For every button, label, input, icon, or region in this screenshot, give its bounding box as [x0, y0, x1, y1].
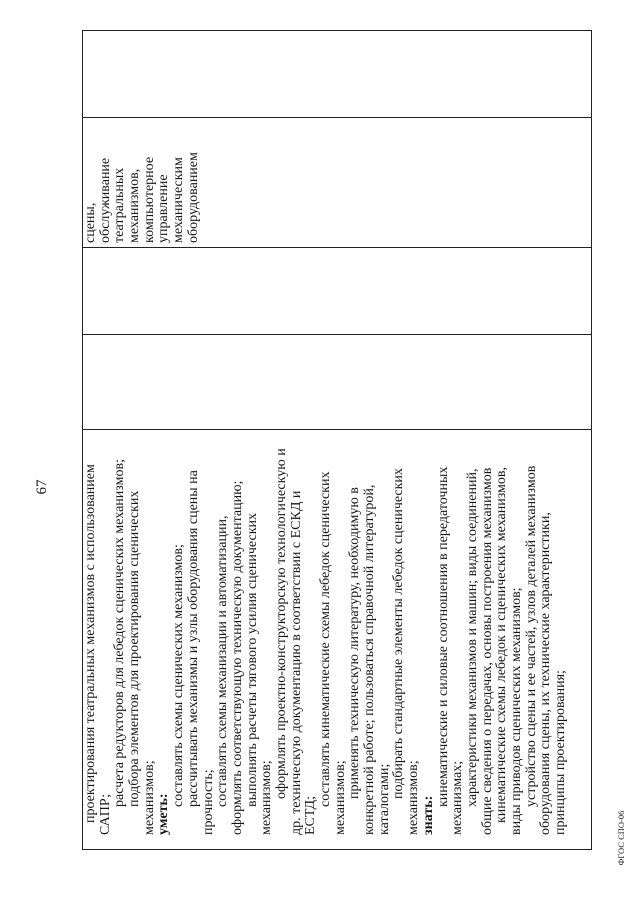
text-line: применять техническую литературу, необходимую в	[347, 487, 363, 799]
section-heading: уметь:	[156, 793, 172, 835]
text-line: оформлять проектно-конструкторскую технологическую и	[273, 448, 289, 799]
text-line: механизмов,	[127, 168, 143, 243]
text-line: оформлять соответствующую техническую документацию;	[229, 480, 245, 835]
text-line: компьютерное	[141, 156, 157, 243]
text-line: конкретной работе; пользоваться справочной литературой,	[362, 484, 378, 835]
text-line: характеристики механизмов и машин; виды соединений,	[464, 468, 480, 807]
text-line: механизмов;	[406, 760, 422, 835]
text-line: устройство сцены и ее частей, узлов деталей механизмов	[523, 465, 539, 807]
text-line: театральных	[112, 167, 128, 243]
text-line: подбора элементов для проектирования сценических	[127, 490, 143, 807]
section-heading: знать:	[420, 795, 436, 835]
text-line: САПР;	[97, 793, 113, 835]
text-line: механизмов;	[141, 760, 157, 835]
text-line: составлять схемы механизации и автоматизации,	[215, 515, 231, 807]
text-line: оборудованием	[185, 152, 201, 243]
table-cell-empty	[83, 334, 591, 429]
text-line: подбирать стандартные элементы лебедок сценических	[391, 468, 407, 799]
text-line: механическим	[171, 157, 187, 243]
text-line: составлять кинематические схемы лебедок сценических	[318, 471, 333, 807]
text-line: проектирования театральных механизмов с использованием	[83, 464, 98, 823]
page-number: 67	[34, 479, 50, 495]
text-line: управление	[156, 174, 172, 243]
text-line: рассчитывать механизмы и узлы оборудования сцены на	[185, 470, 201, 807]
text-line: кинематические и силовые соотношения в передаточных	[435, 466, 451, 807]
table-cell-skills-knowledge	[83, 429, 591, 849]
footer-code: ФГОС СПО-06	[616, 810, 626, 866]
text-line: выполнять расчеты тягового усилия сценических	[244, 513, 260, 807]
table-cell-empty	[83, 31, 591, 117]
text-line: сцены,	[83, 202, 98, 243]
text-line: расчета редукторов для лебедок сценических механизмов;	[112, 459, 128, 807]
curriculum-table	[82, 30, 592, 850]
text-line: др. техническую документацию в соответствии с ЕСКД и	[288, 490, 304, 835]
text-line: прочность;	[200, 769, 216, 835]
text-line: механизмов;	[332, 760, 348, 835]
text-line: составлять схемы сценических механизмов;	[171, 544, 187, 807]
text-line: обслуживание	[97, 157, 113, 243]
text-line: механизмов;	[259, 760, 275, 835]
text-line: оборудования сцены, их технические характеристики,	[538, 512, 554, 835]
table-cell-empty	[83, 247, 591, 334]
table-cell-activity	[83, 117, 591, 247]
text-line: кинематические схемы лебедок и сценических механизмов,	[494, 466, 510, 823]
text-line: принципы проектирования;	[553, 670, 568, 835]
text-line: виды приводов сценических механизмов;	[508, 587, 524, 835]
text-line: механизмах;	[450, 760, 466, 835]
text-line: каталогами;	[376, 763, 392, 835]
text-line: общие сведения о передачах, основы построения механизмов	[479, 467, 495, 835]
text-line: ЕСТД;	[303, 796, 319, 835]
